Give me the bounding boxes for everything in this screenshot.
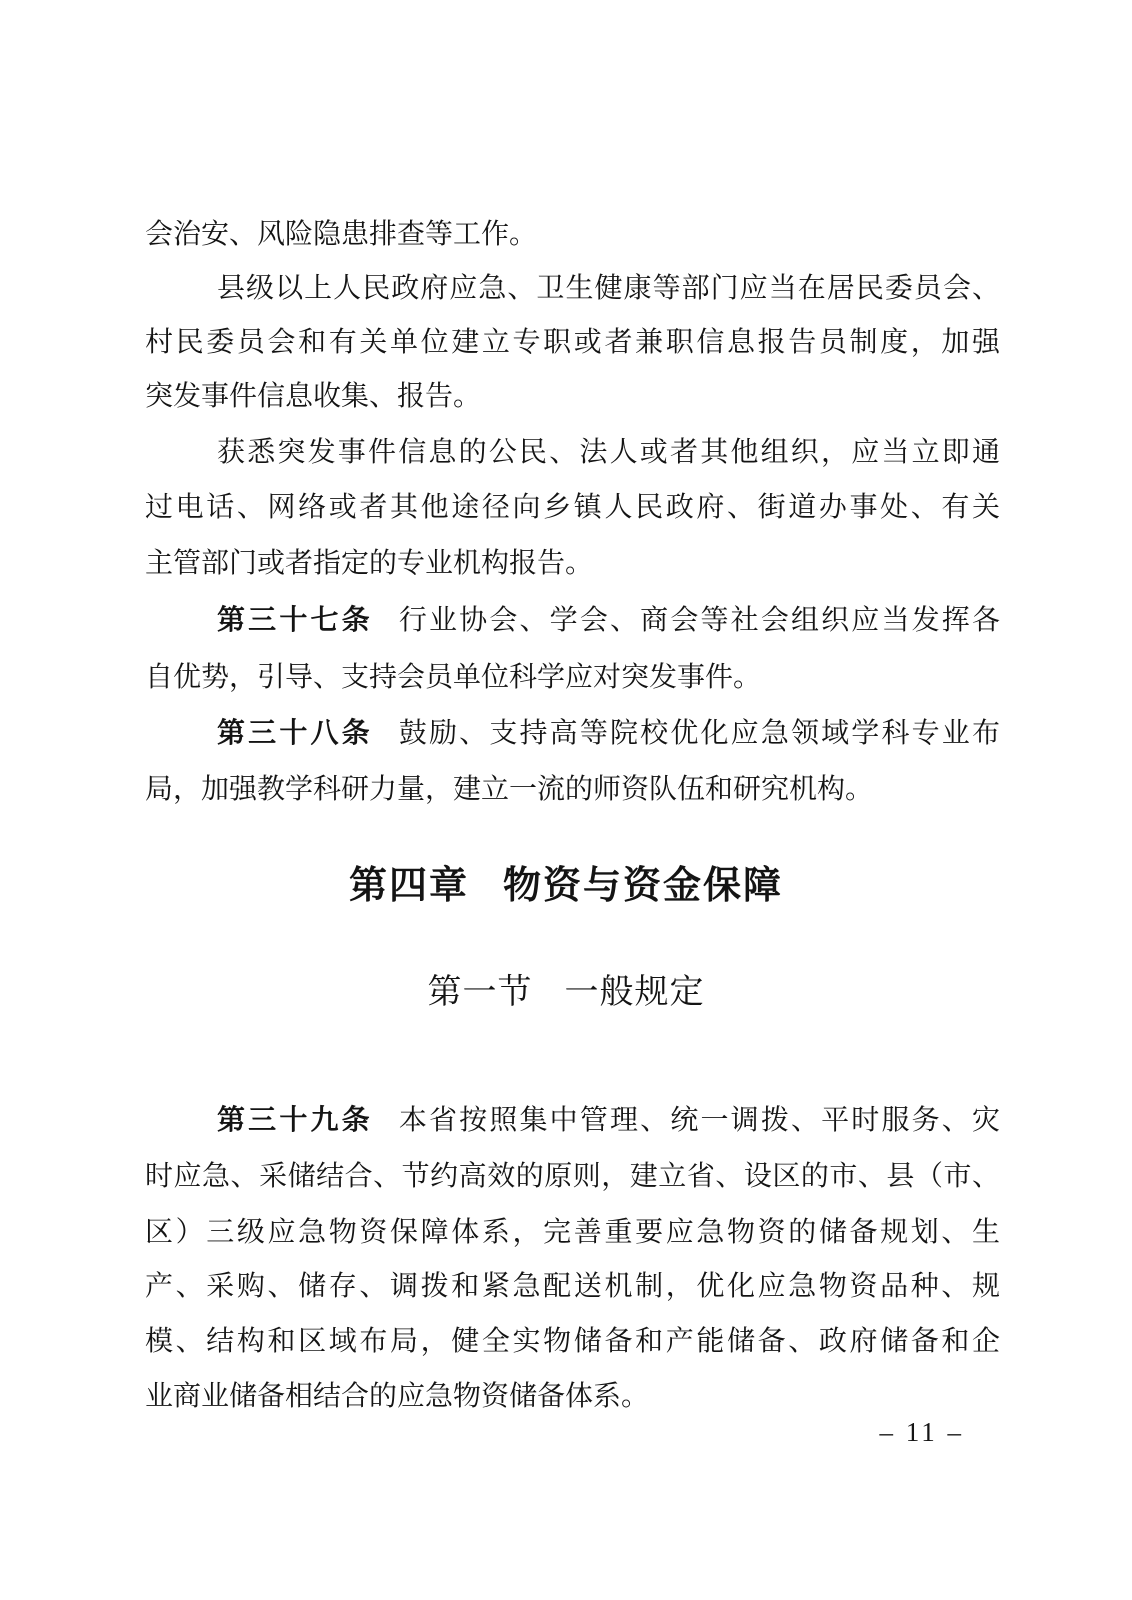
body-line-14: 区）三级应急物资保障体系，完善重要应急物资的储备规划、生 [145,1217,1000,1248]
chapter-title: 物资与资金保障 [503,865,784,907]
body-line-1: 会治安、风险隐患排查等工作。 [145,219,538,250]
article-37-text: 行业协会、学会、商会等社会组织应当发挥各 [398,605,1000,636]
body-line-17: 业商业储备相结合的应急物资储备体系。 [145,1381,650,1412]
article-37-number: 第三十七条 [217,604,373,635]
body-line-15: 产、采购、储存、调拨和紧急配送机制，优化应急物资品种、规 [145,1271,1000,1302]
body-line-7: 主管部门或者指定的专业机构报告。 [145,548,594,579]
section-label: 第一节 [427,974,533,1011]
body-line-11: 局，加强教学科研力量，建立一流的师资队伍和研究机构。 [145,774,874,805]
body-line-4: 突发事件信息收集、报告。 [145,381,482,412]
body-line-5: 获悉突发事件信息的公民、法人或者其他组织，应当立即通 [217,437,1000,468]
chapter-heading [0,864,1132,908]
body-line-16: 模、结构和区域布局，健全实物储备和产能储备、政府储备和企 [145,1326,1000,1357]
chapter-label: 第四章 [348,865,469,907]
body-line-13: 时应急、采储结合、节约高效的原则，建立省、设区的市、县（市、 [145,1161,1000,1192]
body-line-6: 过电话、网络或者其他途径向乡镇人民政府、街道办事处、有关 [145,492,1000,523]
article-39-text: 本省按照集中管理、统一调拨、平时服务、灾 [398,1105,1000,1136]
body-line-9: 自优势，引导、支持会员单位科学应对突发事件。 [145,662,762,693]
page-number: – 11 – [879,1417,964,1447]
article-37-line [217,600,1000,644]
article-38-line [217,713,1000,757]
body-line-2: 县级以上人民政府应急、卫生健康等部门应当在居民委员会、 [217,273,1000,304]
article-39-number: 第三十九条 [217,1104,373,1135]
section-title: 一般规定 [564,974,705,1011]
section-heading [0,972,1132,1014]
article-39-line [217,1100,1000,1144]
body-line-3: 村民委员会和有关单位建立专职或者兼职信息报告员制度，加强 [145,327,1000,358]
article-38-number: 第三十八条 [217,717,373,748]
article-38-text: 鼓励、支持高等院校优化应急领域学科专业布 [398,718,1000,749]
